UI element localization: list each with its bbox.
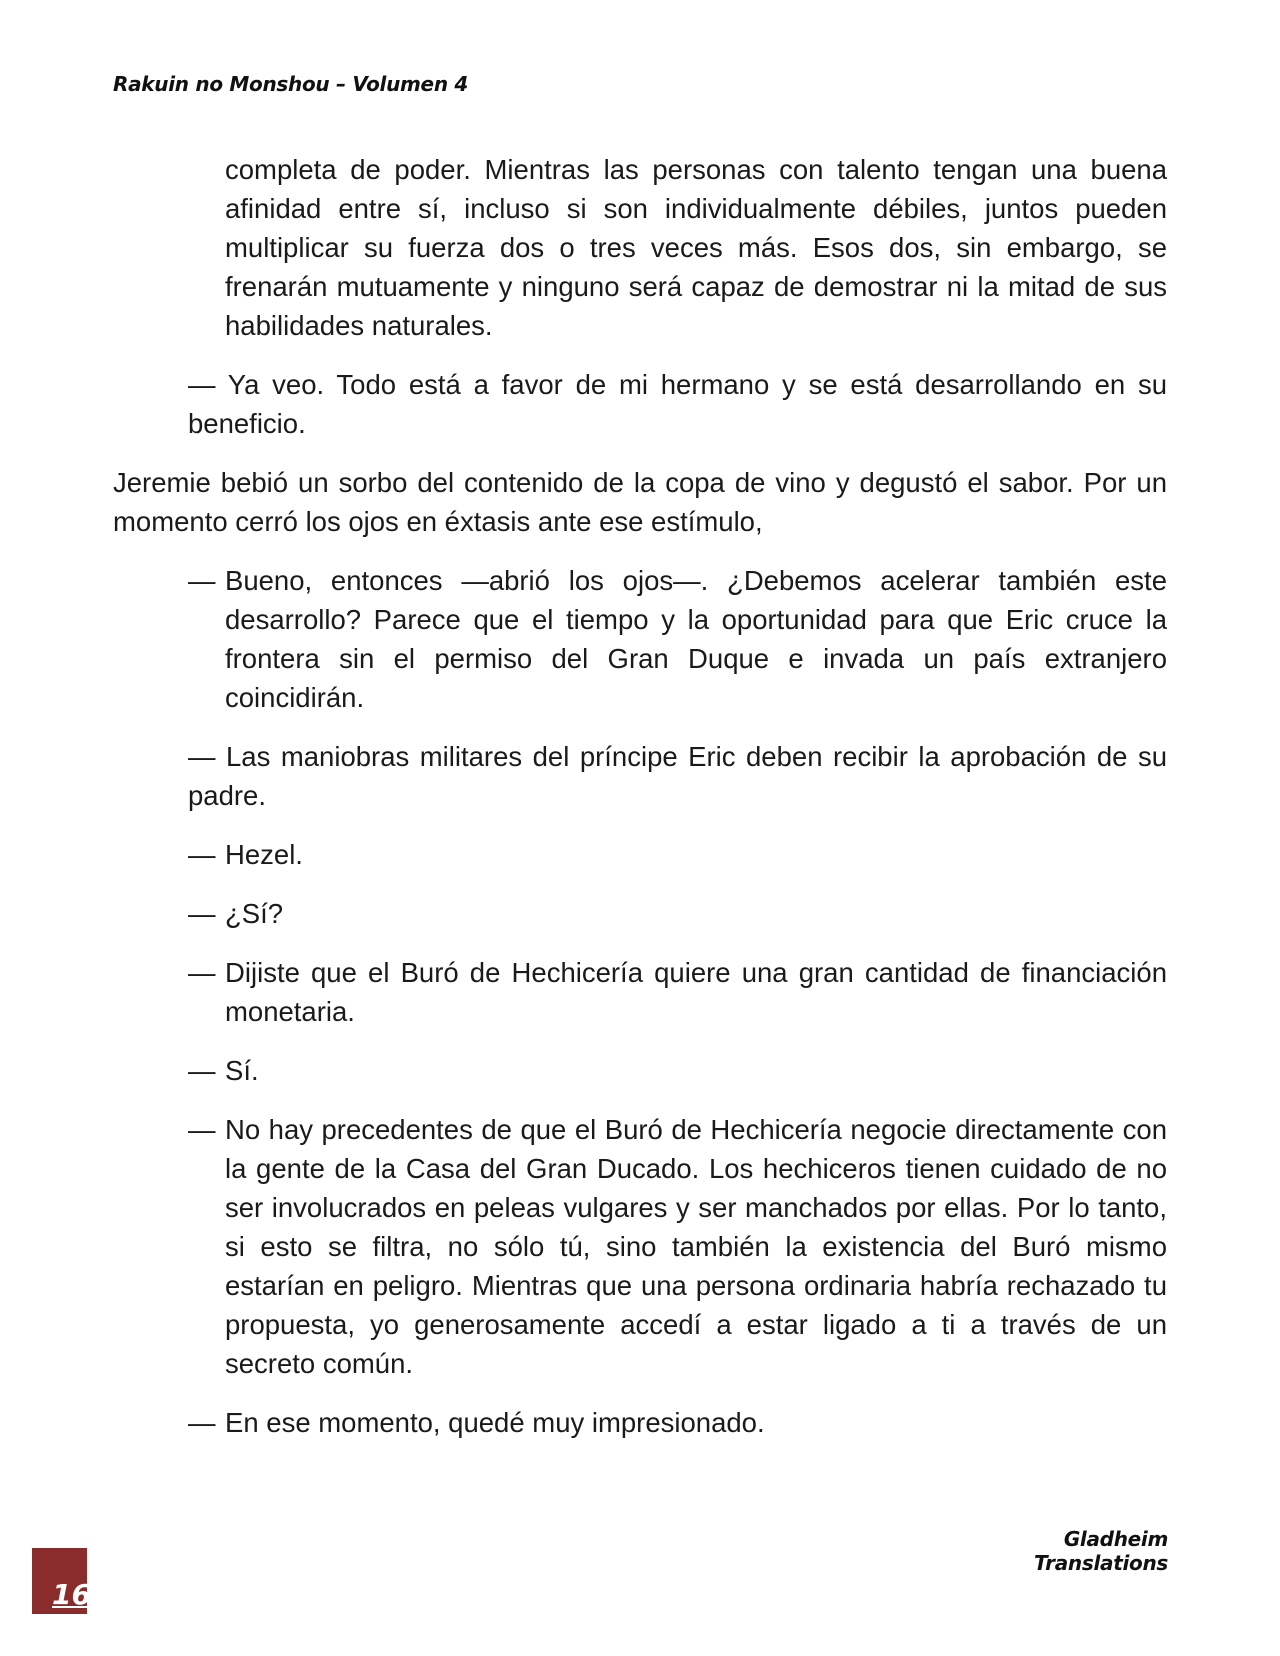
page-number: 16 <box>52 1578 91 1611</box>
dialogue-dash: — <box>188 898 216 929</box>
dialogue-line <box>188 835 1167 874</box>
dialogue-line <box>188 1051 1167 1090</box>
dialogue-line: — Ya veo. Todo está a favor de mi hermano y se está desarrollando en su beneficio. <box>188 369 1167 439</box>
dialogue-line <box>188 1110 1167 1383</box>
dialogue-line <box>188 561 1167 717</box>
dialogue-dash: — <box>188 1055 216 1086</box>
narration-paragraph: Jeremie bebió un sorbo del contenido de la copa de vino y degustó el sabor. Por un momento cerró los ojos en éxtasis ante ese estímulo, <box>113 467 1167 537</box>
dialogue-text: ¿Sí? <box>225 898 284 929</box>
dialogue-dash: — <box>188 839 216 870</box>
dialogue-dash: — <box>188 565 216 596</box>
dialogue-text: Dijiste que el Buró de Hechicería quiere una gran cantidad de financiación monetaria. <box>225 957 1167 1027</box>
running-header: Rakuin no Monshou – Volumen 4 <box>113 72 469 96</box>
dialogue-text: En ese momento, quedé muy impresionado. <box>225 1407 765 1438</box>
paragraph-continuation: completa de poder. Mientras las personas con talento tengan una buena afinidad entre sí, incluso si son individualmente débiles, juntos pueden multiplicar su fuerza dos o tres veces más. Esos dos, sin embargo, se frenarán mutuamente y ninguno será capaz de demostrar ni la mitad de sus habilidades naturales. <box>225 154 1167 341</box>
dialogue-dash: — <box>188 1114 216 1145</box>
dialogue-text: Hezel. <box>225 839 303 870</box>
dialogue-text: Bueno, entonces —abrió los ojos—. ¿Debemos acelerar también este desarrollo? Parece que el tiempo y la oportunidad para que Eric cruce la frontera sin el permiso del Gran Duque e invada un país extranjero coincidirán. <box>225 565 1167 713</box>
dialogue-line: — Las maniobras militares del príncipe Eric deben recibir la aprobación de su padre. <box>188 741 1167 811</box>
page-body <box>0 150 1280 1442</box>
dialogue-text: Sí. <box>225 1055 259 1086</box>
dialogue-line <box>188 894 1167 933</box>
dialogue-line <box>188 953 1167 1031</box>
footer-credit: Gladheim Translations <box>1034 1527 1168 1575</box>
dialogue-text: No hay precedentes de que el Buró de Hechicería negocie directamente con la gente de la Casa del Gran Ducado. Los hechiceros tienen cuidado de no ser involucrados en peleas vulgares y ser manchados por ellas. Por lo tanto, si esto se filtra, no sólo tú, sino también la existencia del Buró mismo estarían en peligro. Mientras que una persona ordinaria habría rechazado tu propuesta, yo generosamente accedí a estar ligado a ti a través de un secreto común. <box>225 1114 1167 1379</box>
dialogue-line <box>188 1403 1167 1442</box>
dialogue-dash: — <box>188 957 216 988</box>
dialogue-dash: — <box>188 1407 216 1438</box>
